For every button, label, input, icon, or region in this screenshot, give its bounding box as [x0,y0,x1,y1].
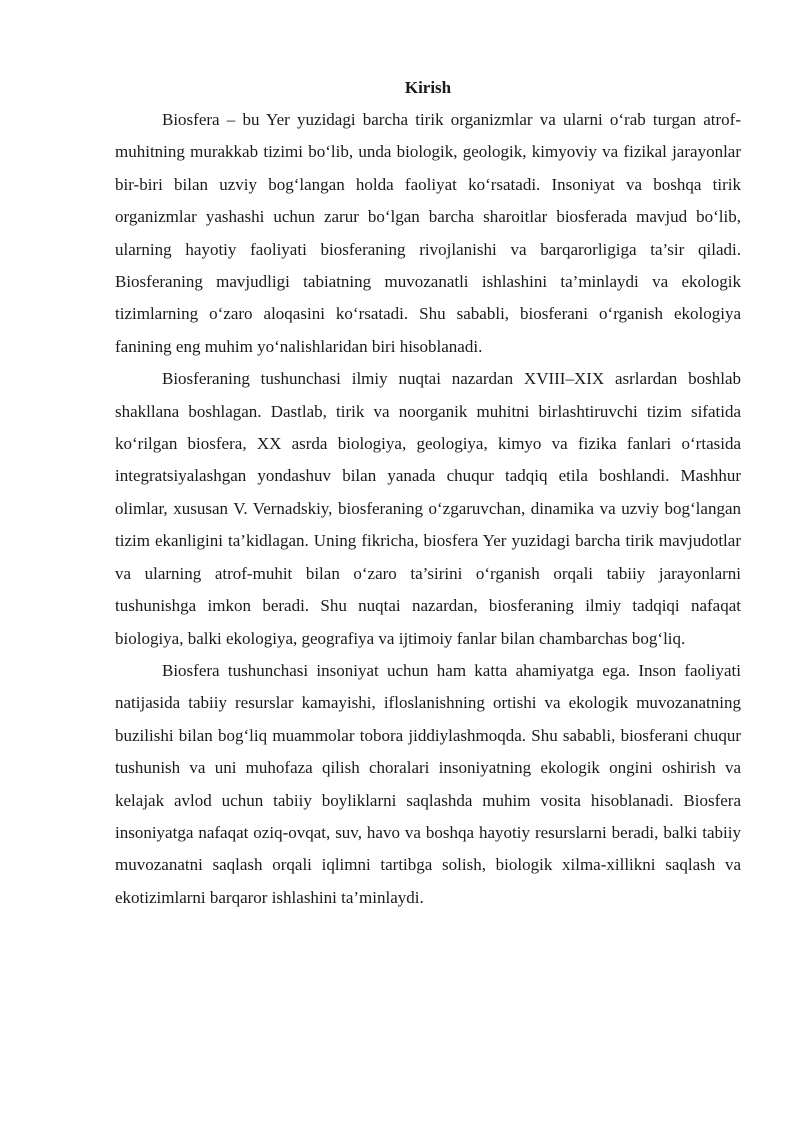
paragraph-3: Biosfera tushunchasi insoniyat uchun ham katta ahamiyatga ega. Inson faoliyati natijasida tabiiy resurslar kamayishi, ifloslanishning ortishi va ekologik muvozanatning buzilishi bilan bog‘liq muammolar tobora jiddiylashmoqda. Shu sababli, biosferani chuqur tushunish va uni muhofaza qilish choralari insoniyatning ekologik ongini oshirish va kelajak avlod uchun tabiiy boyliklarni saqlashda muhim vosita hisoblanadi. Biosfera insoniyatga nafaqat oziq-ovqat, suv, havo va boshqa hayotiy resurslarni beradi, balki tabiiy muvozanatni saqlash orqali iqlimni tartibga solish, biologik xilma-xillikni saqlash va ekotizimlarni barqaror ishlashini ta’minlaydi. [115,660,741,907]
paragraph-1: Biosfera – bu Yer yuzidagi barcha tirik organizmlar va ularni o‘rab turgan atrof-muhitning murakkab tizimi bo‘lib, unda biologik, geologik, kimyoviy va fizikal jarayonlar bir-biri bilan uzviy bog‘langan holda faoliyat ko‘rsatadi. Insoniyat va boshqa tirik organizmlar yashashi uchun zarur bo‘lgan barcha sharoitlar biosferada mavjud bo‘lib, ularning hayotiy faoliyati biosferaning rivojlanishi va barqarorligiga ta’sir qiladi. Biosferaning mavjudligi tabiatning muvozanatli ishlashini ta’minlaydi va ekologik tizimlarning o‘zaro aloqasini ko‘rsatadi. Shu sababli, biosferani o‘rganish ekologiya fanining eng muhim yo‘nalishlaridan biri hisoblanadi. [115,110,741,356]
document-page [115,72,741,914]
document-title: Kirish [404,78,452,97]
paragraph-2: Biosferaning tushunchasi ilmiy nuqtai nazardan XVIII–XIX asrlardan boshlab shakllana boshlagan. Dastlab, tirik va noorganik muhitni birlashtiruvchi tizim sifatida ko‘rilgan biosfera, XX asrda biologiya, geologiya, kimyo va fizika fanlari o‘rtasida integratsiyalashgan yondashuv bilan yanada chuqur tadqiq etila boshlandi. Mashhur olimlar, xususan V. Vernadskiy, biosferaning o‘zgaruvchan, dinamika va uzviy bog‘langan tizim ekanligini ta’kidlagan. Uning fikricha, biosfera Yer yuzidagi barcha tirik mavjudotlar va ularning atrof-muhit bilan o‘zaro ta’sirini o‘rganish orqali tabiiy jarayonlarni tushunishga imkon beradi. Shu nuqtai nazardan, biosferaning ilmiy tadqiqi nafaqat biologiya, balki ekologiya, geografiya va ijtimoiy fanlar bilan chambarchas bog‘liq. [115,369,741,648]
